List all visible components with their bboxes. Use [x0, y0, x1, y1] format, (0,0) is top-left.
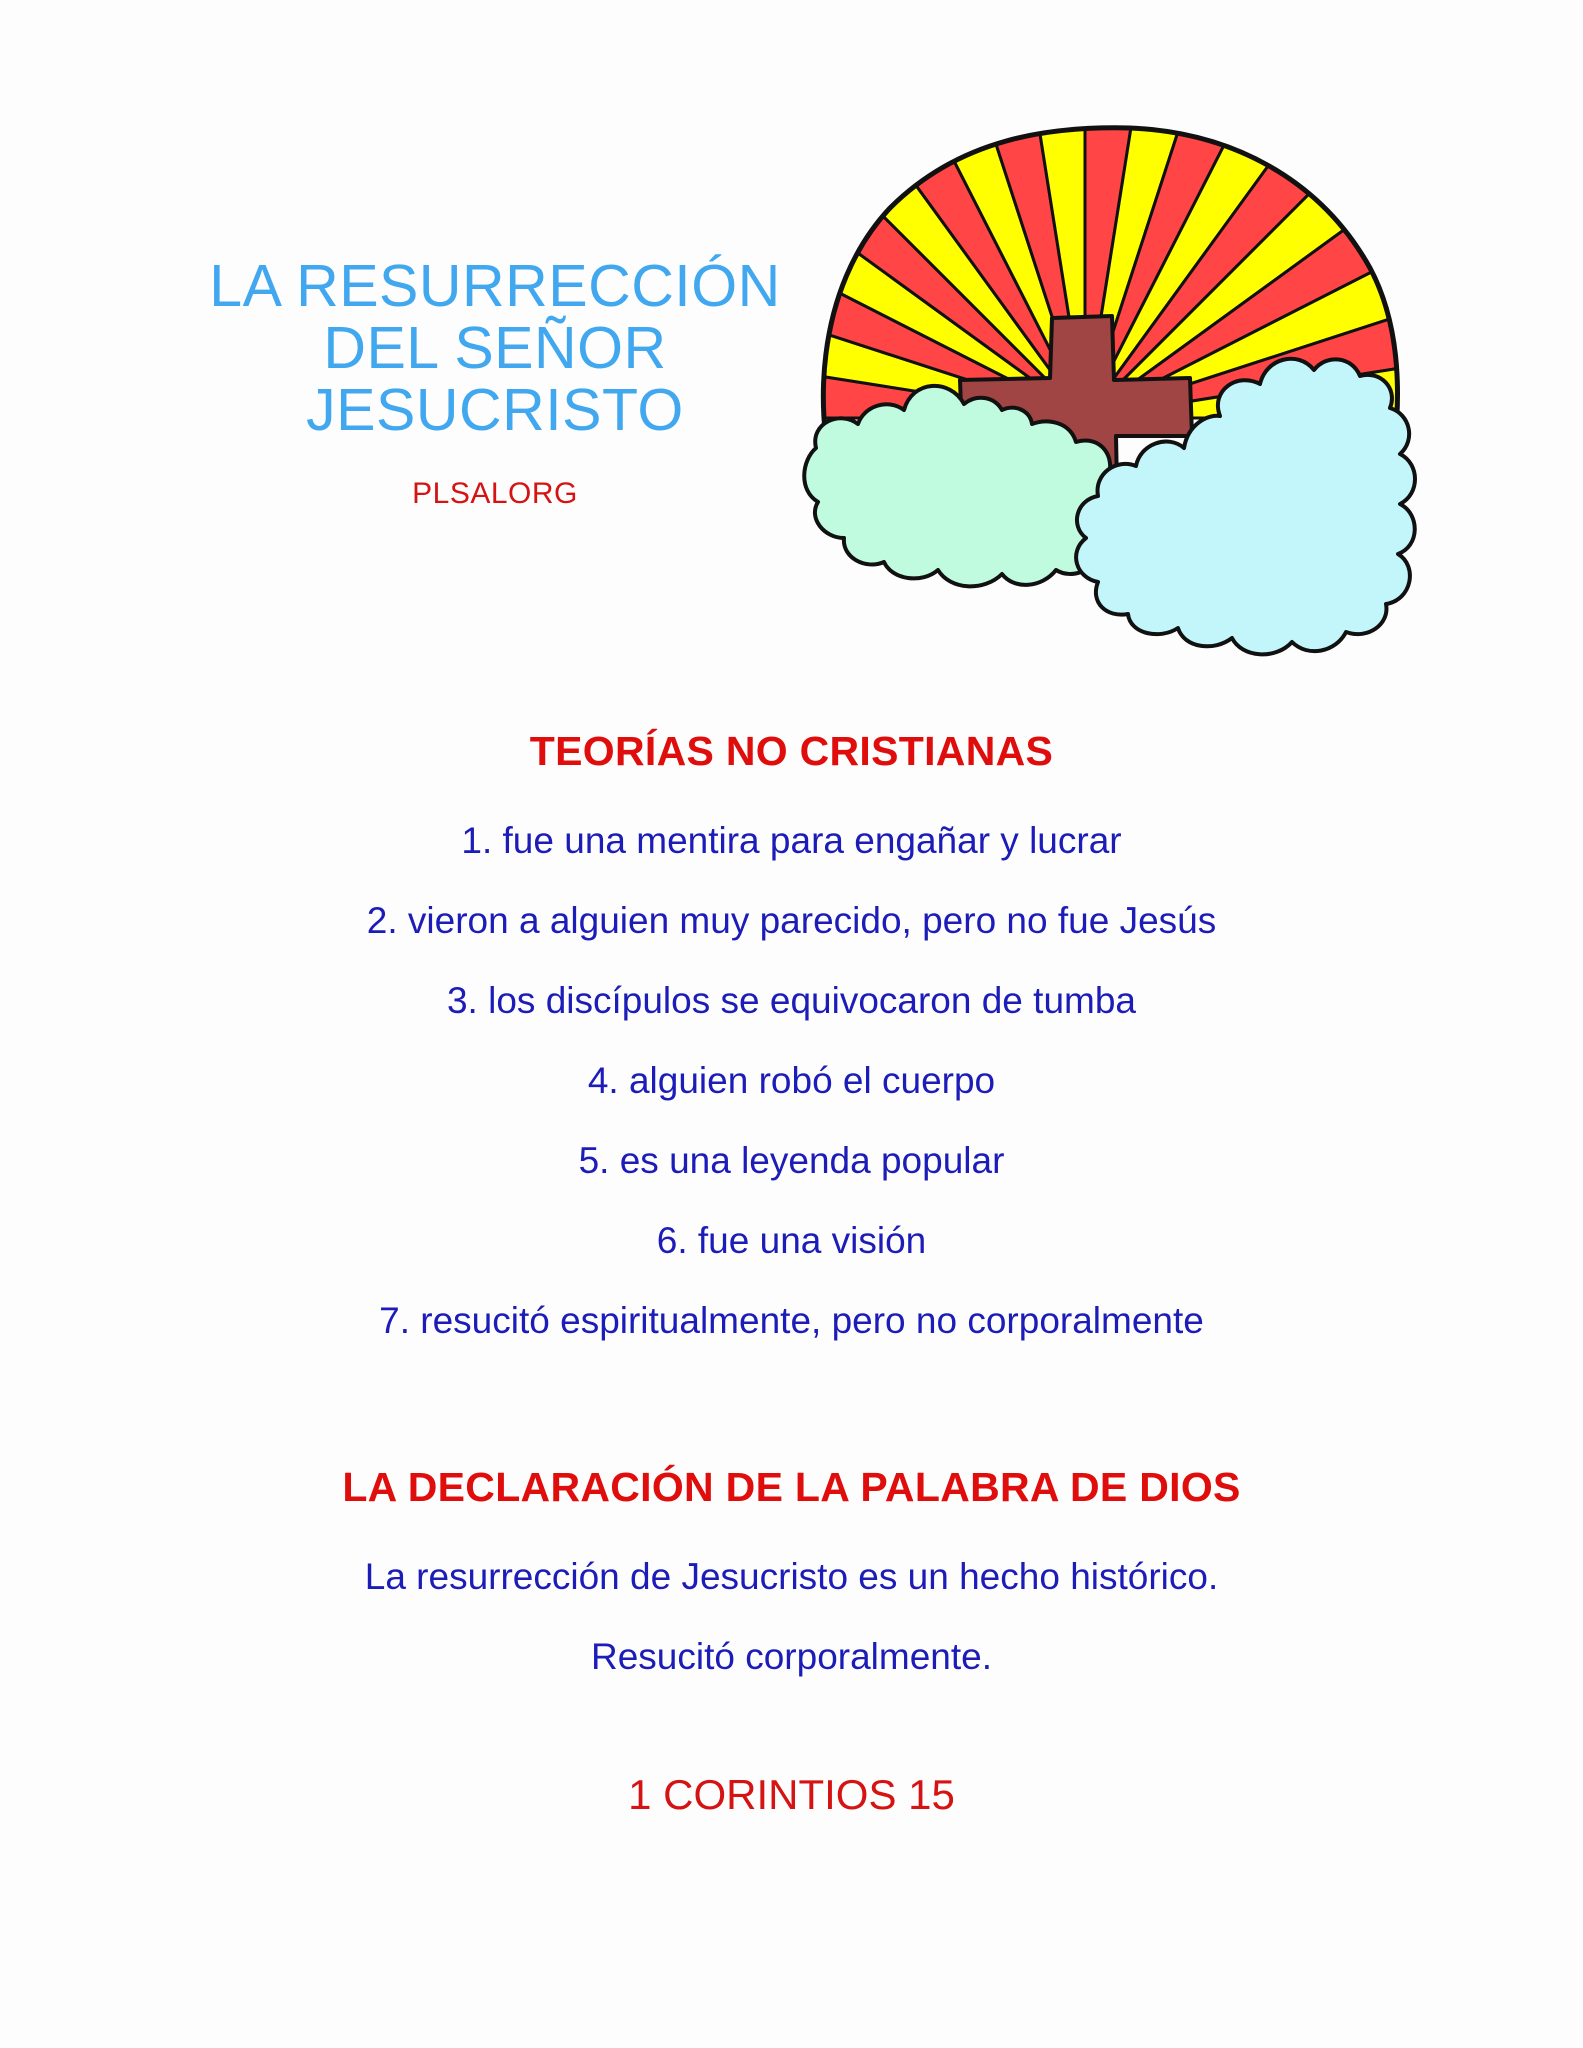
list-item: 2. vieron a alguien muy parecido, pero no fue Jesús [366, 900, 1217, 941]
page-title-line-2: DEL SEÑOR [323, 315, 667, 381]
page-title-line-1: LA RESURRECCIÓN [209, 253, 781, 319]
page-title-block [180, 255, 810, 511]
list-item: 3. los discípulos se equivocaron de tumba [446, 980, 1137, 1021]
cross-sunburst-clouds-icon [780, 118, 1430, 703]
declaration-statement: La resurrección de Jesucristo es un hecho histórico. [364, 1556, 1219, 1597]
theories-list [0, 801, 1583, 1361]
brand-label: PLSALORG [412, 477, 578, 510]
page-title-line-3: JESUCRISTO [306, 377, 684, 443]
theories-heading: TEORÍAS NO CRISTIANAS [529, 728, 1054, 774]
list-item: 1. fue una mentira para engañar y lucrar [461, 820, 1122, 861]
declaration-statements [0, 1537, 1583, 1697]
list-item: 5. es una leyenda popular [578, 1140, 1005, 1181]
scripture-reference: 1 CORINTIOS 15 [628, 1771, 955, 1818]
declaration-heading: LA DECLARACIÓN DE LA PALABRA DE DIOS [342, 1464, 1241, 1510]
list-item: 7. resucitó espiritualmente, pero no corporalmente [379, 1300, 1204, 1341]
declaration-statement: Resucitó corporalmente. [590, 1636, 993, 1677]
list-item: 6. fue una visión [656, 1220, 927, 1261]
main-content [0, 728, 1583, 1819]
list-item: 4. alguien robó el cuerpo [587, 1060, 996, 1101]
